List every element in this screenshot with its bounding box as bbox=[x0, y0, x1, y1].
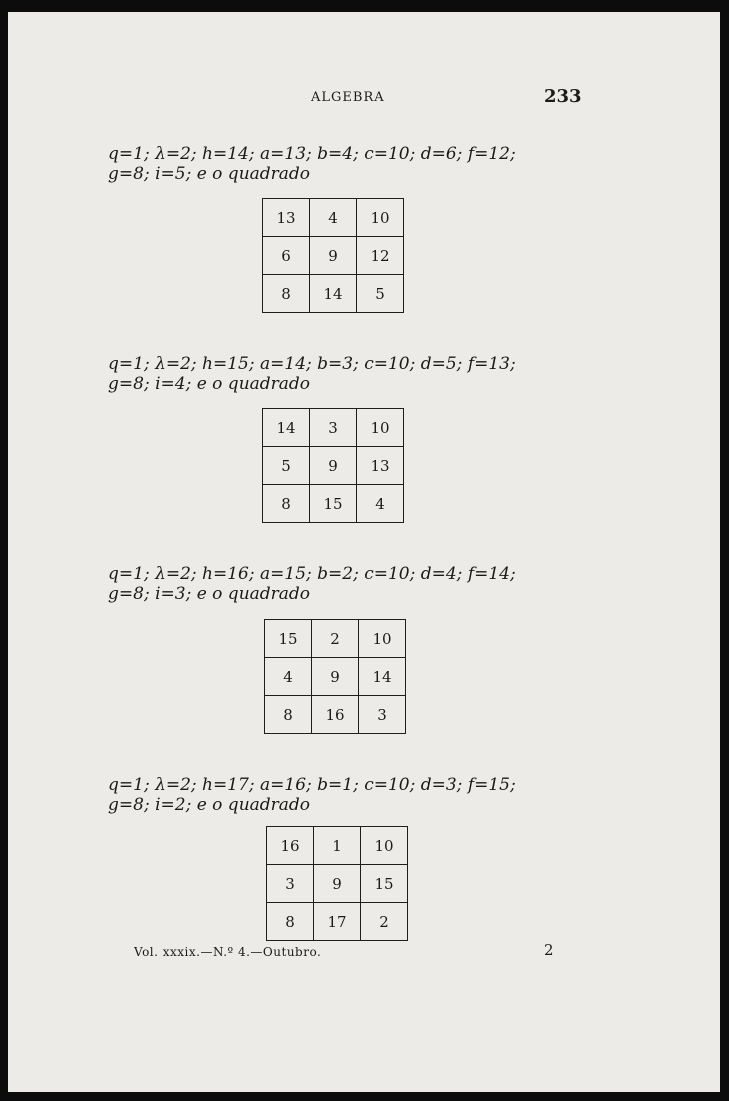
square-cell: 10 bbox=[357, 409, 404, 447]
book-page bbox=[8, 12, 720, 1092]
square-cell: 10 bbox=[361, 827, 408, 865]
square-cell: 17 bbox=[314, 903, 361, 941]
square-cell: 2 bbox=[361, 903, 408, 941]
square-cell: 3 bbox=[359, 696, 406, 734]
equation-line: g=8; i=4; e o quadrado bbox=[108, 374, 311, 394]
equation-line: g=8; i=2; e o quadrado bbox=[108, 795, 311, 815]
square-cell: 8 bbox=[263, 275, 310, 313]
magic-square bbox=[264, 619, 406, 734]
square-cell: 9 bbox=[314, 865, 361, 903]
running-header: ALGEBRA bbox=[311, 90, 385, 105]
square-cell: 1 bbox=[314, 827, 361, 865]
square-cell: 8 bbox=[265, 696, 312, 734]
square-cell: 4 bbox=[357, 485, 404, 523]
magic-square bbox=[262, 408, 404, 523]
square-cell: 16 bbox=[312, 696, 359, 734]
square-cell: 2 bbox=[312, 620, 359, 658]
square-cell: 13 bbox=[357, 447, 404, 485]
page-number: 233 bbox=[544, 86, 582, 107]
equation-line: g=8; i=5; e o quadrado bbox=[108, 164, 311, 184]
square-cell: 15 bbox=[361, 865, 408, 903]
equation-line: q=1; λ=2; h=16; a=15; b=2; c=10; d=4; f=14; bbox=[108, 564, 516, 584]
square-cell: 10 bbox=[359, 620, 406, 658]
square-cell: 15 bbox=[265, 620, 312, 658]
square-cell: 16 bbox=[267, 827, 314, 865]
square-cell: 6 bbox=[263, 237, 310, 275]
footer-volume-info: Vol. xxxix.—N.º 4.—Outubro. bbox=[134, 945, 322, 959]
square-cell: 8 bbox=[263, 485, 310, 523]
equation-line: q=1; λ=2; h=15; a=14; b=3; c=10; d=5; f=13; bbox=[108, 354, 516, 374]
equation-line: q=1; λ=2; h=14; a=13; b=4; c=10; d=6; f=12; bbox=[108, 144, 516, 164]
square-cell: 14 bbox=[263, 409, 310, 447]
square-cell: 5 bbox=[357, 275, 404, 313]
footer-signature-mark: 2 bbox=[544, 941, 554, 959]
square-cell: 4 bbox=[265, 658, 312, 696]
square-cell: 5 bbox=[263, 447, 310, 485]
magic-square bbox=[266, 826, 408, 941]
square-cell: 12 bbox=[357, 237, 404, 275]
square-cell: 15 bbox=[310, 485, 357, 523]
square-cell: 9 bbox=[310, 447, 357, 485]
square-cell: 9 bbox=[310, 237, 357, 275]
equation-line: q=1; λ=2; h=17; a=16; b=1; c=10; d=3; f=15; bbox=[108, 775, 516, 795]
square-cell: 8 bbox=[267, 903, 314, 941]
square-cell: 13 bbox=[263, 199, 310, 237]
square-cell: 4 bbox=[310, 199, 357, 237]
magic-square bbox=[262, 198, 404, 313]
square-cell: 14 bbox=[359, 658, 406, 696]
square-cell: 9 bbox=[312, 658, 359, 696]
square-cell: 14 bbox=[310, 275, 357, 313]
equation-line: g=8; i=3; e o quadrado bbox=[108, 584, 311, 604]
square-cell: 3 bbox=[267, 865, 314, 903]
square-cell: 3 bbox=[310, 409, 357, 447]
square-cell: 10 bbox=[357, 199, 404, 237]
